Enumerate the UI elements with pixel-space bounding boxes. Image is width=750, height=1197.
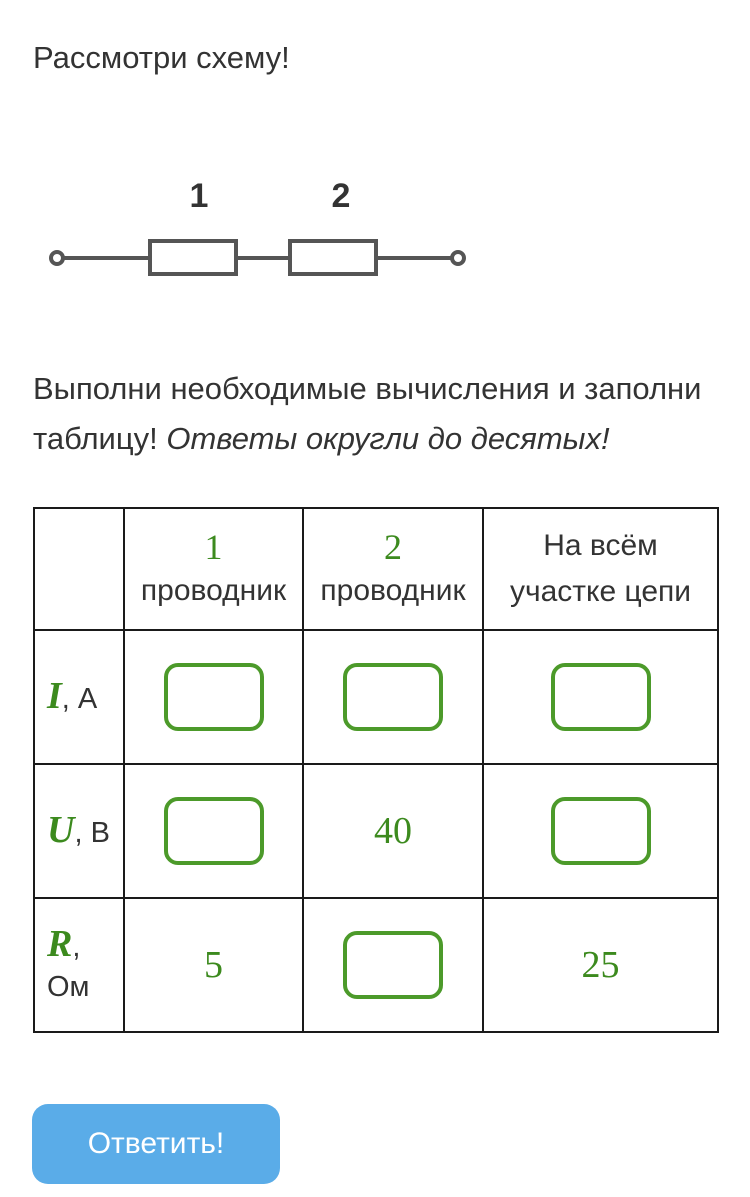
input-i-2[interactable] (343, 663, 443, 731)
unit-voltage: , В (74, 816, 110, 849)
resistor-2 (290, 241, 376, 274)
circuit-diagram (0, 150, 750, 310)
right-terminal (452, 252, 464, 264)
row-label-resistance (34, 898, 124, 1032)
header-conductor-1 (124, 508, 303, 630)
header-conductor-1-number: 1 (204, 527, 223, 567)
cell-r-1 (124, 898, 303, 1032)
task-text (33, 364, 723, 464)
row-label-voltage (34, 764, 124, 898)
resistor-1 (150, 241, 236, 274)
cell-i-total (483, 630, 718, 764)
input-u-total[interactable] (551, 797, 651, 865)
symbol-current: I (47, 674, 62, 717)
table-header-row (34, 508, 718, 630)
task-italic-note: Ответы округли до десятых! (166, 421, 610, 456)
header-conductor-2 (303, 508, 483, 630)
left-terminal (51, 252, 63, 264)
header-total-line1: На всём (543, 529, 658, 562)
symbol-voltage: U (47, 808, 75, 851)
value-r-total: 25 (581, 944, 620, 986)
table-row-voltage (34, 764, 718, 898)
symbol-resistance: R (47, 922, 73, 965)
table-row-current (34, 630, 718, 764)
input-i-1[interactable] (164, 663, 264, 731)
header-total-line2: участке цепи (509, 575, 692, 608)
value-u-2: 40 (374, 810, 412, 852)
data-table (33, 507, 719, 1033)
header-total (483, 508, 718, 630)
unit-current: , А (61, 682, 98, 715)
cell-u-1 (124, 764, 303, 898)
input-i-total[interactable] (551, 663, 651, 731)
resistor-2-label: 2 (331, 177, 351, 215)
value-r-1: 5 (204, 944, 223, 986)
intro-text: Рассмотри схему! (33, 40, 290, 75)
resistor-1-label: 1 (189, 177, 209, 215)
cell-i-1 (124, 630, 303, 764)
cell-u-2 (303, 764, 483, 898)
cell-u-total (483, 764, 718, 898)
cell-i-2 (303, 630, 483, 764)
submit-button[interactable]: Ответить! (32, 1104, 280, 1184)
cell-r-2 (303, 898, 483, 1032)
input-r-2[interactable] (343, 931, 443, 999)
corner-cell (34, 508, 124, 630)
unit-resistance: , Ом (47, 930, 90, 1003)
header-conductor-2-number: 2 (384, 527, 402, 567)
row-label-current (34, 630, 124, 764)
header-conductor-2-word: проводник (320, 574, 466, 607)
header-conductor-1-word: проводник (140, 574, 287, 607)
table-row-resistance (34, 898, 718, 1032)
input-u-1[interactable] (164, 797, 264, 865)
cell-r-total (483, 898, 718, 1032)
task-main-text: Выполни необходимые вычисления и заполни таблицу! (33, 371, 702, 456)
